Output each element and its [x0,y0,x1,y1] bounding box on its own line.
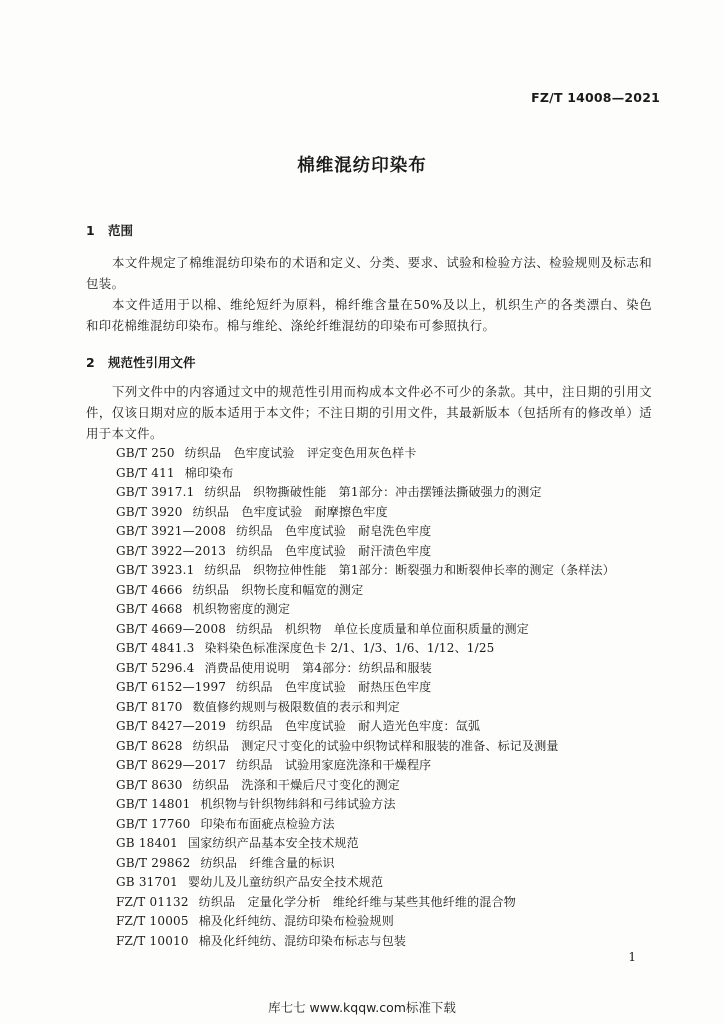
scope-paragraph-2: 本文件适用于以棉、维纶短纤为原料，棉纤维含量在50%及以上，机织生产的各类漂白、染色和印花棉维混纺印染布。棉与维纶、涤纶纤维混纺的印染布可参照执行。 [86,297,652,333]
reference-title: 纺织品 机织物 单位长度质量和单位面积质量的测定 [236,621,529,636]
section-1-number: 1 [86,223,95,238]
reference-title: 印染布布面疵点检验方法 [200,816,335,831]
reference-item [116,834,656,854]
reference-title: 棉印染布 [184,465,234,480]
reference-item [116,873,656,893]
reference-title: 纺织品 纤维含量的标识 [200,855,335,870]
reference-code: GB 31701 [116,875,178,889]
reference-item [116,776,656,796]
standard-code: FZ/T 14008—2021 [531,90,660,105]
reference-title: 纺织品 色牢度试验 耐汗渍色牢度 [236,543,432,558]
reference-code: GB/T 3920 [116,504,183,519]
reference-code: GB/T 3917.1 [116,485,195,499]
reference-title: 纺织品 洗涤和干燥后尺寸变化的测定 [192,777,401,792]
reference-item [116,600,656,620]
reference-list [116,444,656,951]
reference-code: FZ/T 10005 [116,914,189,928]
reference-item [116,542,656,562]
section-1-heading [86,221,133,239]
reference-code: GB/T 411 [116,465,175,480]
references-intro: 下列文件中的内容通过文中的规范性引用而构成本文件必不可少的条款。其中，注日期的引用文件，仅该日期对应的版本适用于本文件；不注日期的引用文件，其最新版本（包括所有的修改单）适用于本文件。 [86,384,652,441]
reference-title: 棉及化纤纯纺、混纺印染布检验规则 [198,914,394,928]
reference-item [116,795,656,815]
reference-code: GB/T 3923.1 [116,563,195,577]
reference-code: GB/T 8630 [116,777,183,792]
reference-item [116,756,656,776]
reference-item [116,639,656,659]
reference-code: GB/T 14801 [116,797,191,811]
reference-code: GB/T 4669—2008 [116,621,227,636]
reference-item [116,483,656,503]
reference-title: 纺织品 色牢度试验 耐摩擦色牢度 [192,504,388,519]
reference-item [116,737,656,757]
section-2-title: 规范性引用文件 [108,355,196,370]
reference-code: GB/T 17760 [116,816,191,831]
reference-title: 机织物密度的测定 [192,602,291,616]
reference-title: 纺织品 色牢度试验 评定变色用灰色样卡 [184,446,417,460]
reference-item [116,893,656,913]
reference-item [116,659,656,679]
reference-item [116,503,656,523]
reference-title: 纺织品 色牢度试验 耐皂洗色牢度 [236,524,432,538]
section-1-title: 范围 [108,223,134,238]
reference-code: GB/T 8427—2019 [116,719,227,733]
reference-title: 染料染色标准深度色卡 2/1、1/3、1/6、1/12、1/25 [204,641,495,655]
reference-item [116,678,656,698]
reference-code: GB/T 5296.4 [116,660,195,675]
reference-item [116,854,656,874]
reference-code: GB/T 8170 [116,699,183,714]
reference-item [116,581,656,601]
reference-code: GB/T 8629—2017 [116,758,227,772]
reference-item [116,561,656,581]
reference-title: 纺织品 测定尺寸变化的试验中织物试样和服装的准备、标记及测量 [192,738,559,753]
reference-title: 纺织品 色牢度试验 耐热压色牢度 [236,680,432,694]
reference-item [116,815,656,835]
reference-code: FZ/T 01132 [116,894,189,909]
reference-code: GB/T 4668 [116,602,183,616]
reference-title: 数值修约规则与极限数值的表示和判定 [192,699,401,714]
reference-item [116,522,656,542]
reference-item [116,932,656,952]
section-2-heading [86,353,196,371]
reference-item [116,912,656,932]
page-number: 1 [628,950,636,964]
reference-code: GB/T 3922—2013 [116,543,227,558]
reference-title: 消费品使用说明 第4部分：纺织品和服装 [204,660,432,675]
reference-item [116,698,656,718]
reference-code: FZ/T 10010 [116,933,189,948]
reference-item [116,717,656,737]
scope-paragraph-1: 本文件规定了棉维混纺印染布的术语和定义、分类、要求、试验和检验方法、检验规则及标志和包装。 [86,255,652,291]
reference-code: GB/T 29862 [116,855,191,870]
reference-title: 纺织品 织物长度和幅宽的测定 [192,582,364,597]
reference-code: GB/T 4841.3 [116,641,195,655]
reference-code: GB/T 8628 [116,738,183,753]
download-footer: 库七七 www.kqqw.com标准下载 [268,1000,456,1015]
reference-title: 棉及化纤纯纺、混纺印染布标志与包装 [198,933,407,948]
reference-code: GB/T 4666 [116,582,183,597]
reference-title: 机织物与针织物纬斜和弓纬试验方法 [200,797,396,811]
reference-title: 纺织品 定量化学分析 维纶纤维与某些其他纤维的混合物 [198,894,516,909]
reference-item [116,444,656,464]
reference-item [116,464,656,484]
reference-title: 纺织品 色牢度试验 耐人造光色牢度：氙弧 [236,719,481,733]
reference-title: 国家纺织产品基本安全技术规范 [188,836,359,850]
reference-code: GB/T 250 [116,446,175,460]
document-title: 棉维混纺印染布 [297,156,427,176]
reference-code: GB 18401 [116,836,178,850]
reference-code: GB/T 3921—2008 [116,524,227,538]
reference-title: 纺织品 织物拉伸性能 第1部分：断裂强力和断裂伸长率的测定（条样法） [204,563,615,577]
reference-item [116,620,656,640]
section-2-number: 2 [86,355,95,370]
reference-code: GB/T 6152—1997 [116,680,227,694]
reference-title: 纺织品 织物撕破性能 第1部分：冲击摆锤法撕破强力的测定 [204,485,542,499]
reference-title: 婴幼儿及儿童纺织产品安全技术规范 [188,875,384,889]
reference-title: 纺织品 试验用家庭洗涤和干燥程序 [236,758,432,772]
